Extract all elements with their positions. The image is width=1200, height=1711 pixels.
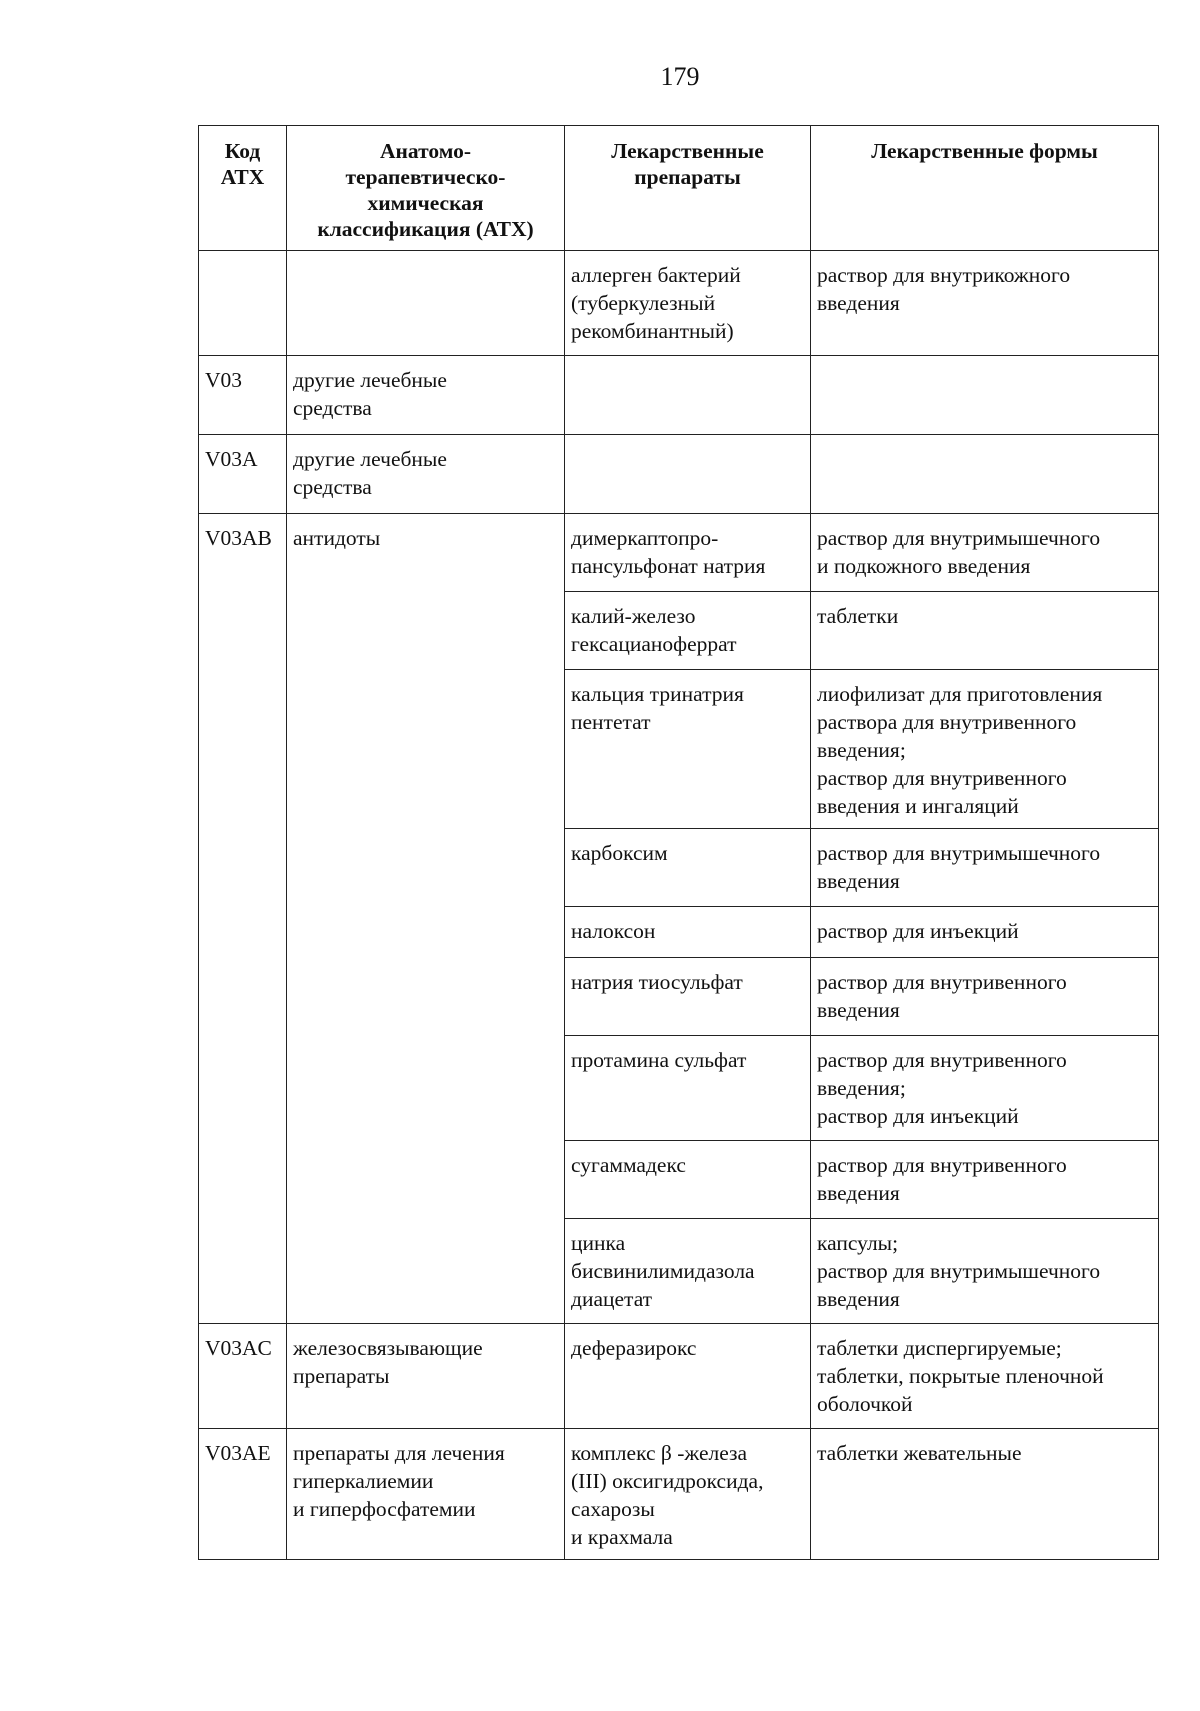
atc-name-cell: антидоты (287, 514, 565, 1324)
dosage-form-cell: раствор для внутривенного введения (811, 958, 1159, 1036)
drug-cell: аллерген бактерий (туберкулезный рекомбинантный) (565, 251, 811, 356)
table-row (199, 514, 1159, 592)
atc-name-cell: другие лечебные средства (287, 356, 565, 435)
atc-code-cell: V03AC (199, 1324, 287, 1429)
dosage-form-cell: раствор для инъекций (811, 907, 1159, 958)
dosage-form-cell: раствор для внутрикожного введения (811, 251, 1159, 356)
drug-cell: калий-железо гексацианоферрат (565, 592, 811, 670)
drug-cell: комплекс β -железа (III) оксигидроксида, сахарозы и крахмала (565, 1429, 811, 1560)
drug-cell: цинка бисвинилимидазола диацетат (565, 1219, 811, 1324)
dosage-form-cell (811, 435, 1159, 514)
drug-cell: димеркаптопро- пансульфонат натрия (565, 514, 811, 592)
header-medicinal-products: Лекарственные препараты (565, 126, 811, 251)
dosage-form-cell: капсулы; раствор для внутримышечного введения (811, 1219, 1159, 1324)
drug-cell: деферазирокс (565, 1324, 811, 1429)
dosage-form-cell: таблетки диспергируемые; таблетки, покрытые пленочной оболочкой (811, 1324, 1159, 1429)
dosage-form-cell: лиофилизат для приготовления раствора для внутривенного введения; раствор для внутривенного введения и ингаляций (811, 670, 1159, 829)
table-row (199, 356, 1159, 435)
atc-code-cell: V03 (199, 356, 287, 435)
drug-cell: сугаммадекс (565, 1141, 811, 1219)
dosage-form-cell: раствор для внутривенного введения (811, 1141, 1159, 1219)
table-row (199, 251, 1159, 356)
table-row (199, 435, 1159, 514)
header-atc-classification: Анатомо- терапевтическо- химическая классификация (АТХ) (287, 126, 565, 251)
dosage-form-cell: таблетки (811, 592, 1159, 670)
dosage-form-cell (811, 356, 1159, 435)
atc-code-cell: V03AB (199, 514, 287, 1324)
atc-name-cell: другие лечебные средства (287, 435, 565, 514)
dosage-form-cell: раствор для внутримышечного введения (811, 829, 1159, 907)
table-row (199, 1429, 1159, 1560)
table-row (199, 1324, 1159, 1429)
dosage-form-cell: таблетки жевательные (811, 1429, 1159, 1560)
header-dosage-forms: Лекарственные формы (811, 126, 1159, 251)
atc-name-cell: препараты для лечения гиперкалиемии и гиперфосфатемии (287, 1429, 565, 1560)
table-header-row (199, 126, 1159, 251)
drug-cell (565, 356, 811, 435)
drug-cell: натрия тиосульфат (565, 958, 811, 1036)
atc-name-cell (287, 251, 565, 356)
drug-cell (565, 435, 811, 514)
atc-classification-table (198, 125, 1159, 1560)
header-atc-code: Код АТХ (199, 126, 287, 251)
drug-cell: карбоксим (565, 829, 811, 907)
dosage-form-cell: раствор для внутривенного введения; раствор для инъекций (811, 1036, 1159, 1141)
drug-cell: кальция тринатрия пентетат (565, 670, 811, 829)
atc-name-cell: железосвязывающие препараты (287, 1324, 565, 1429)
page-number: 179 (660, 62, 700, 91)
dosage-form-cell: раствор для внутримышечного и подкожного введения (811, 514, 1159, 592)
atc-code-cell (199, 251, 287, 356)
atc-code-cell: V03A (199, 435, 287, 514)
atc-code-cell: V03AE (199, 1429, 287, 1560)
drug-cell: налоксон (565, 907, 811, 958)
drug-cell: протамина сульфат (565, 1036, 811, 1141)
